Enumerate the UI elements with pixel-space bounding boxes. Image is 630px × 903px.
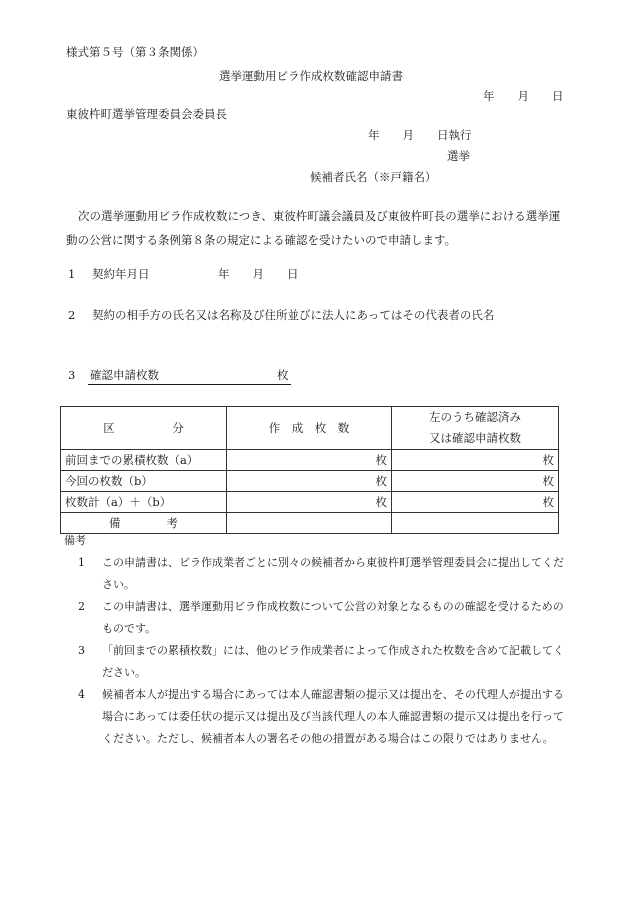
item-label: 契約年月日 [92,267,150,281]
note-item [78,596,566,640]
row-label: 枚数計（a）＋（b） [61,492,227,513]
cell-confirmed: 枚 [392,471,559,492]
note-text: 候補者本人が提出する場合にあっては本人確認書類の提示又は提出を、その代理人が提出する場合にあっては委任状の提示又は提出及び当該代理人の本人確認書類の提示又は提出を行ってください。ただし、候補者本人の署名その他の措置がある場合はこの限りではありません。 [102,688,564,745]
table-row [61,471,559,492]
row-label: 前回までの累積枚数（a） [61,450,227,471]
header-confirmed-count [392,407,559,450]
note-number: 3 [78,644,85,657]
row-label: 備 考 [61,513,227,534]
cell-confirmed: 枚 [392,492,559,513]
form-number: 様式第５号（第３条関係） [66,45,204,59]
header-confirmed-line1: 左のうち確認済み [429,410,521,424]
item-unit: 枚 [277,368,289,382]
table-row [61,492,559,513]
notes-heading: 備考 [64,534,86,547]
note-number: 4 [78,688,85,701]
addressee: 東彼杵町選挙管理委員会委員長 [66,107,227,121]
item-label: 契約の相手方の氏名又は名称及び住所並びに法人にあってはその代表者の氏名 [92,308,495,322]
note-text: この申請書は、ビラ作成業者ごとに別々の候補者から東彼杵町選挙管理委員会に提出してください。 [102,556,564,591]
header-category: 区 分 [61,407,227,450]
cell-confirmed: 枚 [392,450,559,471]
body-paragraph: 次の選挙運動用ビラ作成枚数につき、東彼杵町議会議員及び東彼杵町長の選挙における選挙運動の公営に関する条例第８条の規定による確認を受けたいので申請します。 [66,209,561,247]
header-confirmed-line2: 又は確認申請枚数 [429,431,521,445]
item-value: 年 月 日 [218,267,299,281]
item-number: 1 [68,267,76,281]
item-number: 2 [68,308,76,322]
note-item [78,684,566,750]
item-number: 3 [68,368,76,382]
cell-created: 枚 [227,450,392,471]
document-title: 選挙運動用ビラ作成枚数確認申請書 [219,69,403,83]
cell-created: 枚 [227,492,392,513]
note-item [78,640,566,684]
submission-date: 年 月 日 [483,89,564,103]
table-row [61,450,559,471]
header-created-count: 作 成 枚 数 [227,407,392,450]
count-table [60,406,559,534]
note-text: この申請書は、選挙運動用ビラ作成枚数について公営の対象となるものの確認を受けるためのものです。 [102,600,564,635]
note-number: 1 [78,556,85,569]
note-item [78,552,566,596]
election-date: 年 月 日執行 [368,128,472,142]
count-underline [88,384,291,385]
cell-created: 枚 [227,471,392,492]
table-header-row [61,407,559,450]
row-label: 今回の枚数（b） [61,471,227,492]
note-text: 「前回までの累積枚数」には、他のビラ作成業者によって作成された枚数を含めて記載してください。 [102,644,564,679]
candidate-name-label: 候補者氏名（※戸籍名） [310,170,437,184]
election-name: 選挙 [447,149,470,163]
item-label: 確認申請枚数 [90,368,159,382]
note-number: 2 [78,600,85,613]
notes-section [66,530,566,750]
